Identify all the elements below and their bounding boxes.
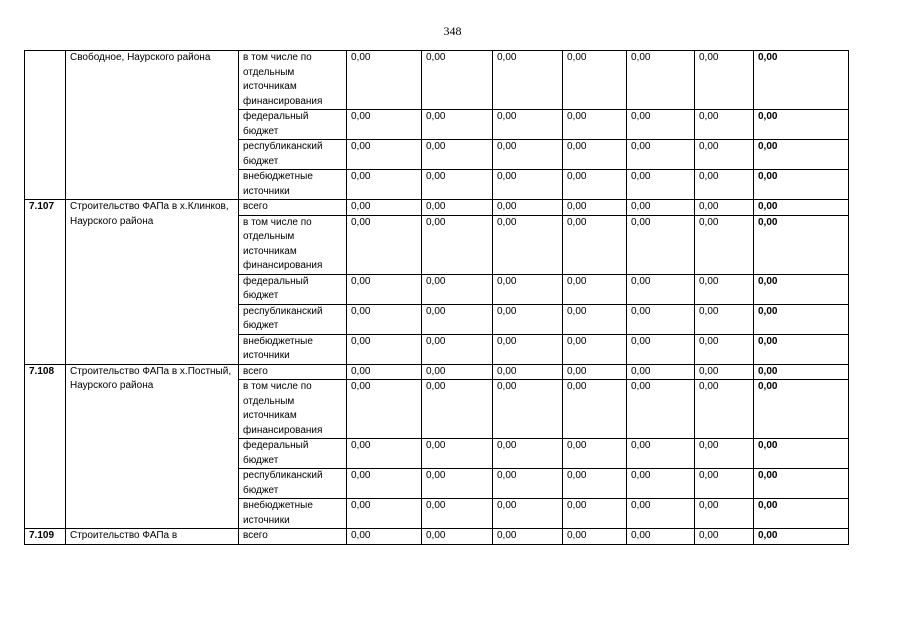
value-cell: 0,00 bbox=[627, 274, 695, 304]
value-cell: 0,00 bbox=[563, 469, 627, 499]
value-cell: 0,00 bbox=[695, 215, 754, 274]
value-cell: 0,00 bbox=[627, 439, 695, 469]
value-cell: 0,00 bbox=[347, 110, 422, 140]
value-cell: 0,00 bbox=[563, 51, 627, 110]
total-value-cell: 0,00 bbox=[754, 499, 849, 529]
value-cell: 0,00 bbox=[563, 334, 627, 364]
value-cell: 0,00 bbox=[493, 439, 563, 469]
value-cell: 0,00 bbox=[563, 499, 627, 529]
value-cell: 0,00 bbox=[563, 200, 627, 216]
item-name-cell: Строительство ФАПа в х.Постный, Наурского района bbox=[66, 364, 239, 529]
total-value-cell: 0,00 bbox=[754, 110, 849, 140]
value-cell: 0,00 bbox=[563, 274, 627, 304]
value-cell: 0,00 bbox=[695, 529, 754, 545]
value-cell: 0,00 bbox=[493, 274, 563, 304]
total-value-cell: 0,00 bbox=[754, 215, 849, 274]
value-cell: 0,00 bbox=[493, 334, 563, 364]
value-cell: 0,00 bbox=[493, 529, 563, 545]
value-cell: 0,00 bbox=[422, 200, 493, 216]
funding-source-cell: в том числе по отдельным источникам финансирования bbox=[239, 51, 347, 110]
total-value-cell: 0,00 bbox=[754, 304, 849, 334]
table-row bbox=[25, 529, 849, 545]
funding-source-cell: всего bbox=[239, 364, 347, 380]
value-cell: 0,00 bbox=[627, 364, 695, 380]
value-cell: 0,00 bbox=[695, 170, 754, 200]
value-cell: 0,00 bbox=[422, 499, 493, 529]
total-value-cell: 0,00 bbox=[754, 364, 849, 380]
item-number-cell bbox=[25, 51, 66, 200]
value-cell: 0,00 bbox=[493, 215, 563, 274]
value-cell: 0,00 bbox=[695, 200, 754, 216]
total-value-cell: 0,00 bbox=[754, 200, 849, 216]
value-cell: 0,00 bbox=[422, 304, 493, 334]
funding-source-cell: федеральный бюджет bbox=[239, 110, 347, 140]
value-cell: 0,00 bbox=[493, 51, 563, 110]
total-value-cell: 0,00 bbox=[754, 529, 849, 545]
value-cell: 0,00 bbox=[347, 170, 422, 200]
value-cell: 0,00 bbox=[493, 364, 563, 380]
value-cell: 0,00 bbox=[563, 304, 627, 334]
table-row bbox=[25, 200, 849, 216]
value-cell: 0,00 bbox=[493, 140, 563, 170]
value-cell: 0,00 bbox=[493, 499, 563, 529]
item-number-cell: 7.109 bbox=[25, 529, 66, 545]
item-name-cell: Строительство ФАПа в х.Клинков, Наурского района bbox=[66, 200, 239, 365]
value-cell: 0,00 bbox=[422, 51, 493, 110]
value-cell: 0,00 bbox=[347, 364, 422, 380]
value-cell: 0,00 bbox=[347, 140, 422, 170]
value-cell: 0,00 bbox=[347, 529, 422, 545]
funding-source-cell: республиканский бюджет bbox=[239, 140, 347, 170]
value-cell: 0,00 bbox=[627, 334, 695, 364]
value-cell: 0,00 bbox=[627, 170, 695, 200]
value-cell: 0,00 bbox=[563, 170, 627, 200]
value-cell: 0,00 bbox=[627, 469, 695, 499]
value-cell: 0,00 bbox=[563, 140, 627, 170]
value-cell: 0,00 bbox=[695, 140, 754, 170]
value-cell: 0,00 bbox=[695, 439, 754, 469]
funding-source-cell: всего bbox=[239, 529, 347, 545]
funding-source-cell: всего bbox=[239, 200, 347, 216]
value-cell: 0,00 bbox=[695, 334, 754, 364]
value-cell: 0,00 bbox=[493, 380, 563, 439]
total-value-cell: 0,00 bbox=[754, 334, 849, 364]
value-cell: 0,00 bbox=[563, 439, 627, 469]
table-body bbox=[25, 51, 849, 545]
value-cell: 0,00 bbox=[347, 499, 422, 529]
value-cell: 0,00 bbox=[493, 469, 563, 499]
value-cell: 0,00 bbox=[627, 499, 695, 529]
item-number-cell: 7.107 bbox=[25, 200, 66, 365]
funding-source-cell: республиканский бюджет bbox=[239, 469, 347, 499]
value-cell: 0,00 bbox=[422, 529, 493, 545]
value-cell: 0,00 bbox=[493, 110, 563, 140]
budget-table bbox=[24, 50, 849, 545]
value-cell: 0,00 bbox=[493, 200, 563, 216]
funding-source-cell: в том числе по отдельным источникам финансирования bbox=[239, 380, 347, 439]
total-value-cell: 0,00 bbox=[754, 51, 849, 110]
value-cell: 0,00 bbox=[695, 304, 754, 334]
value-cell: 0,00 bbox=[695, 274, 754, 304]
value-cell: 0,00 bbox=[695, 380, 754, 439]
value-cell: 0,00 bbox=[695, 469, 754, 499]
value-cell: 0,00 bbox=[563, 364, 627, 380]
value-cell: 0,00 bbox=[347, 200, 422, 216]
value-cell: 0,00 bbox=[347, 439, 422, 469]
funding-source-cell: внебюджетные источники bbox=[239, 334, 347, 364]
funding-source-cell: внебюджетные источники bbox=[239, 170, 347, 200]
funding-source-cell: федеральный бюджет bbox=[239, 274, 347, 304]
value-cell: 0,00 bbox=[695, 110, 754, 140]
value-cell: 0,00 bbox=[422, 274, 493, 304]
value-cell: 0,00 bbox=[347, 380, 422, 439]
value-cell: 0,00 bbox=[563, 110, 627, 140]
value-cell: 0,00 bbox=[627, 380, 695, 439]
value-cell: 0,00 bbox=[627, 110, 695, 140]
value-cell: 0,00 bbox=[627, 140, 695, 170]
total-value-cell: 0,00 bbox=[754, 469, 849, 499]
value-cell: 0,00 bbox=[422, 380, 493, 439]
total-value-cell: 0,00 bbox=[754, 380, 849, 439]
value-cell: 0,00 bbox=[347, 304, 422, 334]
value-cell: 0,00 bbox=[695, 364, 754, 380]
value-cell: 0,00 bbox=[347, 215, 422, 274]
value-cell: 0,00 bbox=[563, 380, 627, 439]
value-cell: 0,00 bbox=[422, 110, 493, 140]
value-cell: 0,00 bbox=[347, 469, 422, 499]
value-cell: 0,00 bbox=[627, 215, 695, 274]
value-cell: 0,00 bbox=[563, 215, 627, 274]
value-cell: 0,00 bbox=[563, 529, 627, 545]
funding-source-cell: в том числе по отдельным источникам финансирования bbox=[239, 215, 347, 274]
item-number-cell: 7.108 bbox=[25, 364, 66, 529]
page-number: 348 bbox=[443, 24, 462, 38]
value-cell: 0,00 bbox=[493, 170, 563, 200]
total-value-cell: 0,00 bbox=[754, 439, 849, 469]
value-cell: 0,00 bbox=[627, 529, 695, 545]
funding-source-cell: внебюджетные источники bbox=[239, 499, 347, 529]
total-value-cell: 0,00 bbox=[754, 274, 849, 304]
value-cell: 0,00 bbox=[422, 334, 493, 364]
table-row bbox=[25, 51, 849, 110]
value-cell: 0,00 bbox=[627, 51, 695, 110]
total-value-cell: 0,00 bbox=[754, 140, 849, 170]
funding-source-cell: федеральный бюджет bbox=[239, 439, 347, 469]
value-cell: 0,00 bbox=[422, 170, 493, 200]
value-cell: 0,00 bbox=[347, 334, 422, 364]
total-value-cell: 0,00 bbox=[754, 170, 849, 200]
value-cell: 0,00 bbox=[493, 304, 563, 334]
item-name-cell: Строительство ФАПа в bbox=[66, 529, 239, 545]
value-cell: 0,00 bbox=[422, 439, 493, 469]
value-cell: 0,00 bbox=[347, 274, 422, 304]
table-row bbox=[25, 364, 849, 380]
value-cell: 0,00 bbox=[695, 499, 754, 529]
value-cell: 0,00 bbox=[422, 215, 493, 274]
value-cell: 0,00 bbox=[422, 364, 493, 380]
value-cell: 0,00 bbox=[627, 200, 695, 216]
funding-source-cell: республиканский бюджет bbox=[239, 304, 347, 334]
item-name-cell: Свободное, Наурского района bbox=[66, 51, 239, 200]
value-cell: 0,00 bbox=[422, 469, 493, 499]
value-cell: 0,00 bbox=[627, 304, 695, 334]
value-cell: 0,00 bbox=[695, 51, 754, 110]
value-cell: 0,00 bbox=[347, 51, 422, 110]
value-cell: 0,00 bbox=[422, 140, 493, 170]
